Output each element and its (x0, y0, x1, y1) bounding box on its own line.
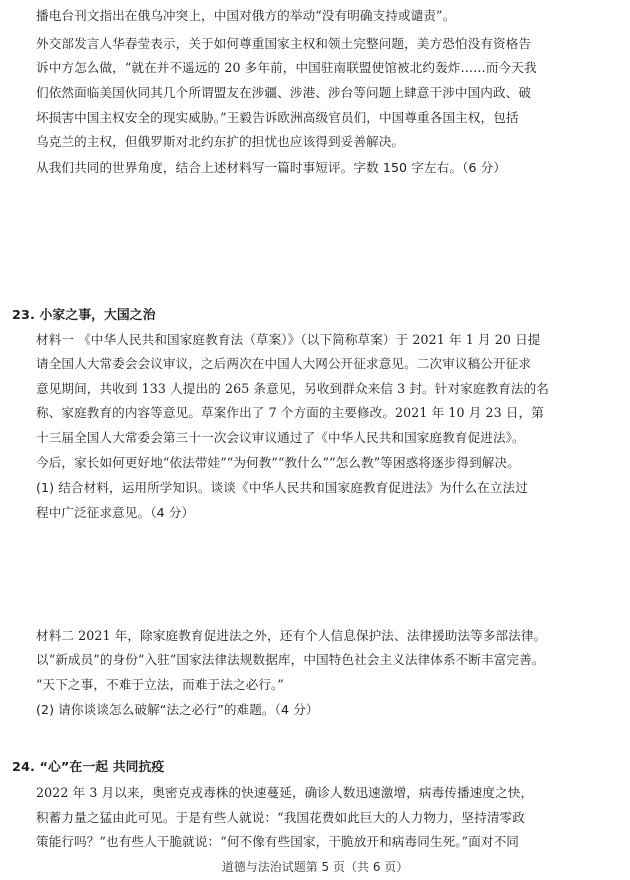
text-line: 们依然面临美国伙同其几个所谓盟友在涉疆、涉港、涉台等问题上肆意干涉中国内政、破 (36, 85, 532, 100)
material-line: 意见期间，共收到 133 人提出的 265 条意见，另收到群众来信 3 封。针对家庭教育法的名 (36, 381, 549, 396)
question-24-title: 24. “心”在一起 共同抗疫 (12, 760, 165, 775)
material-line: 材料二 2021 年，除家庭教育促进法之外，还有个人信息保护法、法律援助法等多部法律。 (36, 628, 547, 643)
material-line: 材料一 《中华人民共和国家庭教育法（草案）》（以下简称草案）于 2021 年 1 月 20 日提 (36, 332, 541, 347)
text-line: 积蓄力量之猛由此可见。于是有些人就说：“我国花费如此巨大的人力物力，坚持清零政 (36, 810, 525, 825)
text-line: 外交部发言人华春莹表示，关于如何尊重国家主权和领土完整问题，美方恐怕没有资格告 (36, 36, 532, 51)
text-line: 坏损害中国主权安全的现实威胁。”王毅告诉欧洲高级官员们，中国尊重各国主权，包括 (36, 110, 519, 125)
text-line: 乌克兰的主权，但俄罗斯对北约东扩的担忧也应该得到妥善解决。 (36, 134, 405, 149)
material-line: 十三届全国人大常委会第三十一次会议审议通过了《中华人民共和国家庭教育促进法》。 (36, 430, 525, 445)
sub-question-1-cont: 程中广泛征求意见。（4 分） (36, 505, 195, 520)
question-23-title: 23. 小家之事，大国之治 (12, 308, 156, 323)
material-line: 请全国人大常委会会议审议，之后两次在中国人大网公开征求意见。二次审议稿公开征求 (36, 356, 532, 371)
page-footer: 道德与法治试题第 5 页（共 6 页） (221, 860, 409, 874)
sub-question-2: (2) 请你谈谈怎么破解“法之必行”的难题。（4 分） (36, 702, 319, 717)
text-line: 诉中方怎么做，“就在并不遥远的 20 多年前，中国驻南联盟使馆被北约轰炸……而今天我 (36, 60, 537, 75)
material-line: 以“新成员”的身份“入驻”国家法律法规数据库，中国特色社会主义法律体系不断丰富完善。 (36, 652, 545, 667)
sub-question-1: (1) 结合材料，运用所学知识。谈谈《中华人民共和国家庭教育促进法》为什么在立法过 (36, 480, 528, 495)
text-line: 2022 年 3 月以来，奥密克戎毒株的快速蔓延，确诊人数迅速激增，病毒传播速度之快， (36, 785, 534, 800)
question-22-task: 从我们共同的世界角度，结合上述材料写一篇时事短评。字数 150 字左右。（6 分） (36, 160, 507, 175)
text-line: 策能行吗？”也有些人干脆就说：“何不像有些国家，干脆放开和病毒同生死。”面对不同 (36, 834, 519, 849)
text-line: 播电台刊文指出在俄乌冲突上，中国对俄方的举动“没有明确支持或谴责”。 (36, 8, 456, 23)
material-line: “天下之事，不难于立法，而难于法之必行。” (36, 677, 284, 692)
material-line: 今后，家长如何更好地“依法带娃”“为何教”“教什么”“怎么教”等困惑将逐步得到解决。 (36, 455, 520, 470)
material-line: 称、家庭教育的内容等意见。草案作出了 7 个方面的主要修改。2021 年 10 月 23 日，第 (36, 405, 544, 420)
